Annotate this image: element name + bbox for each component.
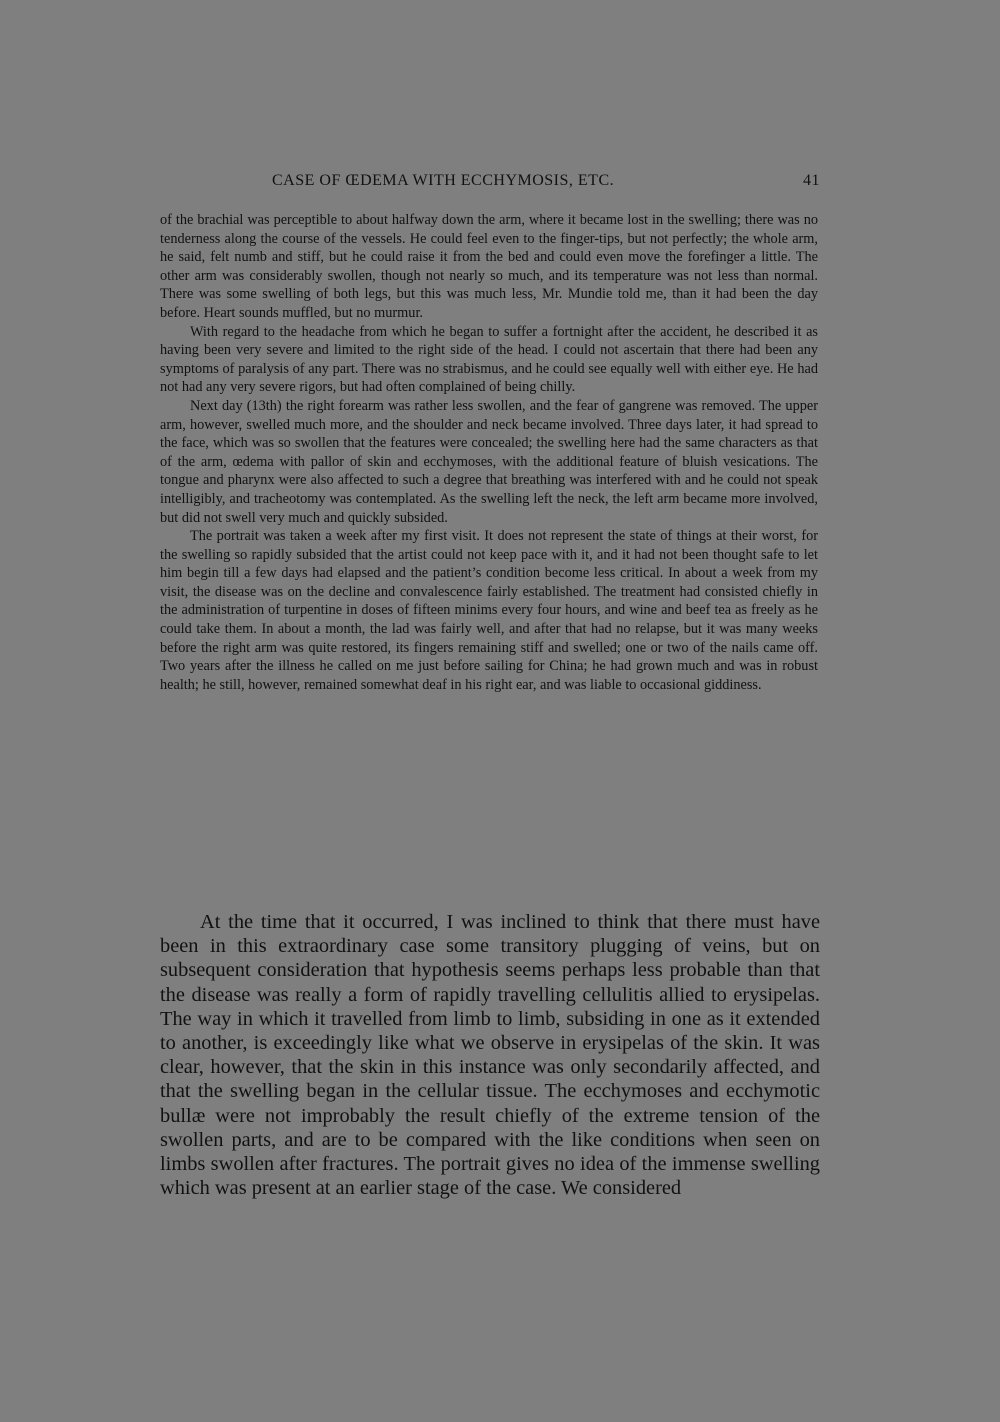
body-paragraph: At the time that it occurred, I was inclined to think that there must have been in this extraordinary case some transitory plugging of veins, but on subsequent consideration that hypothesis seems perhaps less probable than that the disease was really a form of rapidly travelling cellulitis allied to erysipelas. The way in which it travelled from limb to limb, subsiding in one as it extended to another, is exceedingly like what we observe in erysipelas of the skin. It was clear, however, that the skin in this instance was only secondarily affected, and that the swelling began in the cellular tissue. The ecchymoses and ecchymotic bullæ were not improbably the result chiefly of the extreme tension of the swollen parts, and are to be compared with the like conditions when seen on limbs swollen after fractures. The portrait gives no idea of the immense swelling which was present at an earlier stage of the case. We considered <box>160 911 820 1200</box>
body-paragraph: The portrait was taken a week after my first visit. It does not represent the state of things at their worst, for the swelling so rapidly subsided that the artist could not keep pace with it, and it had not been thought safe to let him begin till a few days had elapsed and the patient’s condition become less critical. In about a week from my visit, the disease was on the decline and convalescence fairly established. The treatment had consisted chiefly in the administration of turpentine in doses of fifteen minims every four hours, and wine and beef tea as freely as he could take them. In about a month, the lad was fairly well, and after that had no relapse, but it was many weeks before the right arm was quite restored, its fingers remaining stiff and swelled; one or two of the nails came off. Two years after the illness he called on me just before sailing for China; he had grown much and was in robust health; he still, however, remained somewhat deaf in his right ear, and was liable to occasional giddiness. <box>160 528 818 693</box>
commentary-section <box>160 910 820 1200</box>
body-paragraph: Next day (13th) the right forearm was rather less swollen, and the fear of gangrene was removed. The upper arm, however, swelled much more, and the shoulder and neck became involved. Three days later, it had spread to the face, which was so swollen that the features were concealed; the swelling here had the same characters as that of the arm, œdema with pallor of skin and ecchymoses, with the additional feature of bluish vesications. The tongue and pharynx were also affected to such a degree that breathing was interfered with and he could not speak intelligibly, and tracheotomy was contemplated. As the swelling left the neck, the left arm became more involved, but did not swell very much and quickly subsided. <box>160 397 818 526</box>
body-paragraph: of the brachial was perceptible to about halfway down the arm, where it became lost in the swelling; there was no tenderness along the course of the vessels. He could feel even to the finger-tips, but not perfectly; the whole arm, he said, felt numb and stiff, but he could raise it from the bed and could even move the forefinger a little. The other arm was considerably swollen, though not nearly so much, and its temperature was not less than normal. There was some swelling of both legs, but this was much less, Mr. Mundie told me, than it had been the day before. Heart sounds muffled, but no murmur. <box>160 212 818 321</box>
body-paragraph: With regard to the headache from which he began to suffer a fortnight after the accident, he described it as having been very severe and limited to the right side of the head. I could not ascertain that there had been any symptoms of paralysis of any part. There was no strabismus, and he could see equally well with either eye. He had not had any very severe rigors, but had often complained of being chilly. <box>160 323 818 396</box>
case-notes-section <box>160 211 818 694</box>
page-number: 41 <box>803 172 820 189</box>
running-title: CASE OF ŒDEMA WITH ECCHYMOSIS, ETC. <box>272 172 615 189</box>
page-header <box>160 172 820 196</box>
